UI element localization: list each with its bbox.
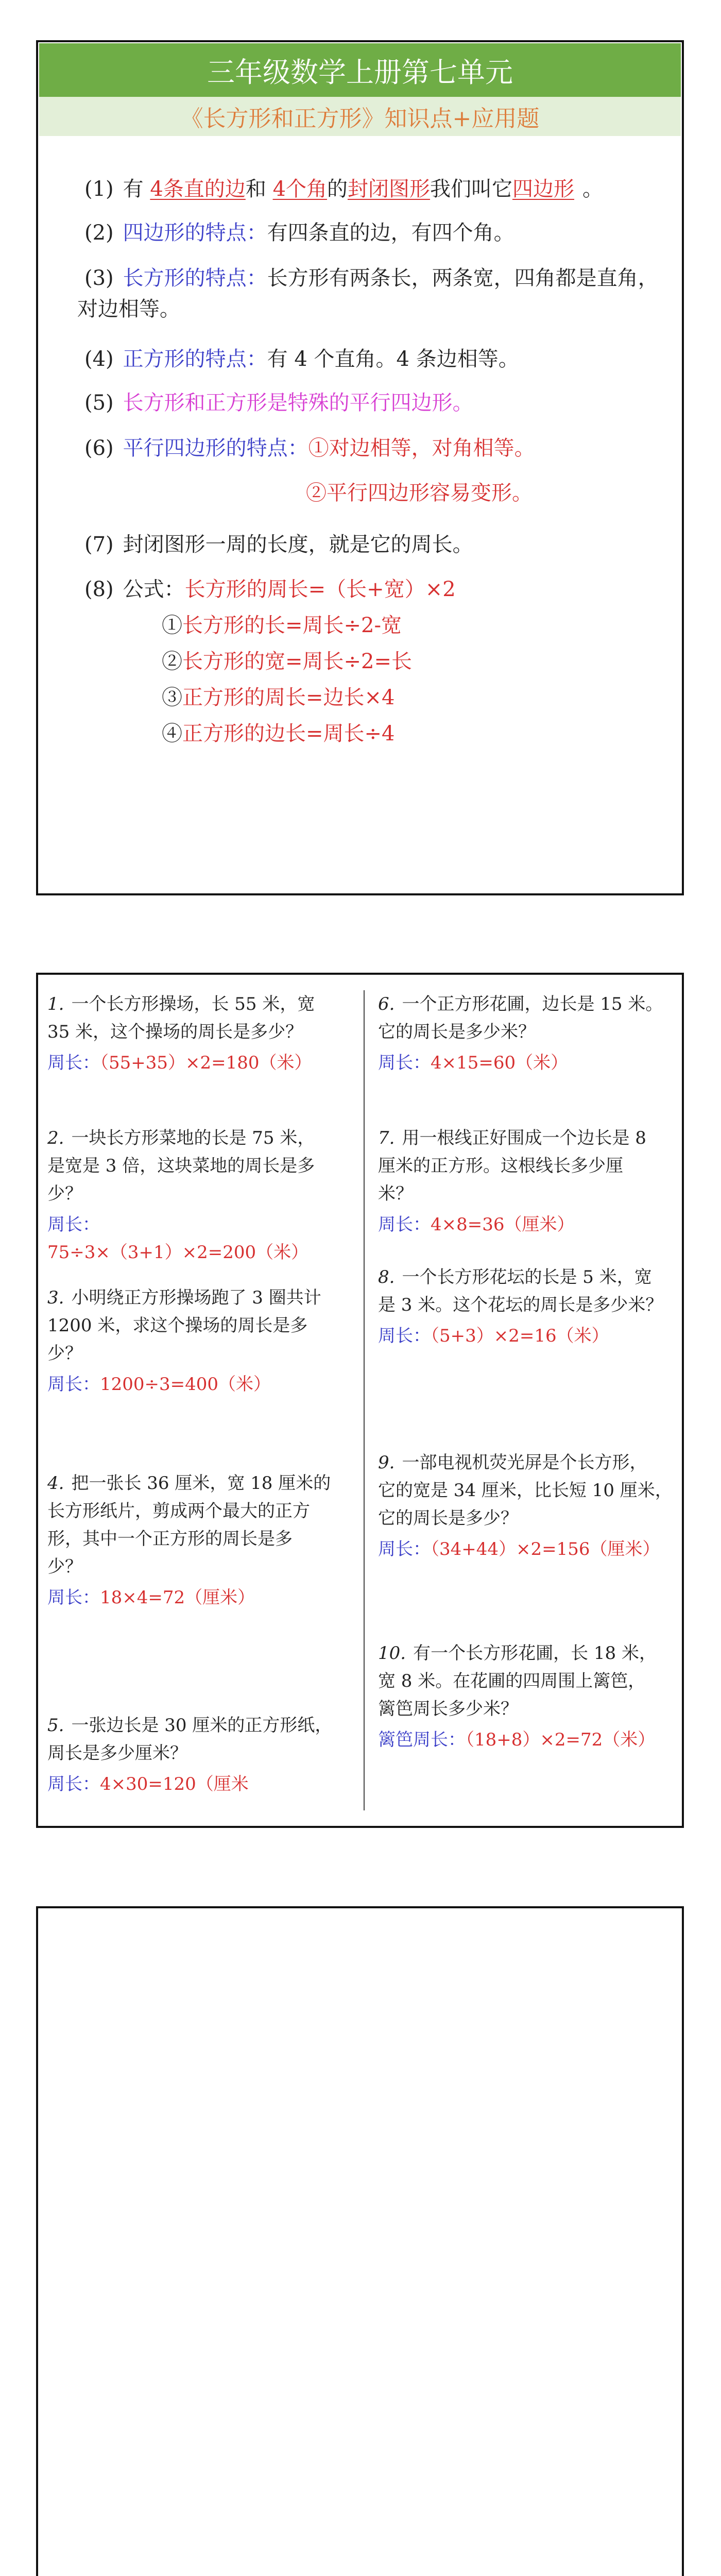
problem-item bbox=[47, 1124, 356, 1266]
problem-question-line bbox=[47, 1525, 356, 1553]
problem-number: 2. bbox=[47, 1128, 64, 1148]
formula-text: 长方形的长=周长÷2-宽 bbox=[182, 614, 402, 637]
problem-text: 把一张长 36 厘米，宽 18 厘米的 bbox=[71, 1473, 331, 1494]
page-title: 三年级数学上册第七单元 bbox=[39, 43, 681, 97]
problem-text: 少？ bbox=[47, 1556, 82, 1577]
problem-text: 篱笆周长多少米？ bbox=[378, 1699, 518, 1719]
problem-question-line bbox=[378, 1477, 687, 1504]
problem-text: 是 3 米。这个花坛的周长是多少米？ bbox=[378, 1295, 663, 1315]
kp-text: 对边相等。 bbox=[77, 297, 180, 321]
problem-text: 它的周长是多少米？ bbox=[378, 1022, 536, 1042]
kp-label: 长方形的特点： bbox=[123, 266, 267, 290]
problem-text: 宽 8 米。在花圃的四周围上篱笆， bbox=[378, 1671, 646, 1691]
problem-question-line bbox=[47, 1018, 356, 1046]
problem-question-line bbox=[47, 990, 356, 1018]
problems-panel bbox=[36, 973, 684, 1828]
formula-text: 长方形的宽=周长÷2=长 bbox=[182, 650, 412, 673]
formula-main: 长方形的周长=（长+宽）×2 bbox=[184, 578, 456, 601]
knowledge-point-6 bbox=[84, 433, 721, 464]
answer-value: 4×15=60（米） bbox=[431, 1053, 569, 1073]
answer-label: 周长： bbox=[378, 1326, 431, 1346]
answer-label: 周长： bbox=[378, 1214, 431, 1235]
kp-label: 平行四边形的特点： bbox=[123, 436, 308, 460]
problem-item bbox=[378, 1263, 687, 1350]
answer-label: 周长： bbox=[47, 1374, 100, 1395]
problem-question-line bbox=[378, 990, 687, 1018]
problem-question-line bbox=[47, 1469, 356, 1497]
problem-answer bbox=[47, 1049, 356, 1077]
problem-text: 它的宽是 34 厘米，比长短 10 厘米， bbox=[378, 1480, 673, 1501]
problem-item bbox=[378, 1449, 687, 1563]
problem-number: 1. bbox=[47, 994, 64, 1014]
kp-text: 我们叫它 bbox=[430, 177, 513, 201]
answer-label: 周长： bbox=[47, 1053, 100, 1073]
kp-text: 有 4 个直角。4 条边相等。 bbox=[267, 347, 519, 371]
kp-text: 有 bbox=[123, 177, 144, 201]
problem-question-line bbox=[47, 1711, 356, 1739]
problem-question-line bbox=[378, 1180, 687, 1208]
knowledge-point-4 bbox=[84, 344, 721, 375]
answer-value: （18+8）×2=72（米） bbox=[466, 1730, 656, 1750]
kp-label: 四边形的特点： bbox=[123, 221, 267, 245]
answer-value: 4×30=120（厘米 bbox=[100, 1774, 249, 1794]
problem-question-line bbox=[47, 1312, 356, 1340]
problem-number: 5. bbox=[47, 1715, 64, 1736]
problem-answer bbox=[378, 1322, 687, 1350]
problem-question-line bbox=[47, 1284, 356, 1312]
problem-answer bbox=[378, 1211, 687, 1239]
problem-item bbox=[378, 1124, 687, 1239]
problem-question-line bbox=[378, 1291, 687, 1319]
kp-label: 公式： bbox=[123, 578, 185, 601]
problem-text: 它的周长是多少？ bbox=[378, 1508, 518, 1529]
formula-4 bbox=[162, 718, 625, 749]
answer-value: 4×8=36（厘米） bbox=[431, 1214, 575, 1235]
problem-text: 35 米，这个操场的周长是多少？ bbox=[47, 1022, 303, 1042]
problem-question-line bbox=[47, 1152, 356, 1180]
knowledge-point-3-cont bbox=[77, 294, 716, 325]
problem-text: 米？ bbox=[378, 1183, 413, 1204]
problem-text: 形，其中一个正方形的周长是多 bbox=[47, 1529, 293, 1549]
problem-text: 一张边长是 30 厘米的正方形纸， bbox=[71, 1715, 333, 1736]
answer-value: 1200÷3=400（米） bbox=[100, 1374, 271, 1395]
kp-text: 长方形和正方形是特殊的平行四边形。 bbox=[123, 391, 473, 415]
problem-answer bbox=[47, 1211, 356, 1266]
kp-text: 封闭图形一周的长度，就是它的周长。 bbox=[123, 533, 473, 556]
kp-number: (5) bbox=[84, 391, 114, 415]
kp-number: (3) bbox=[84, 266, 114, 290]
kp-underlined-term: 4条直的边 bbox=[150, 177, 246, 201]
formula-3 bbox=[162, 682, 625, 713]
problem-number: 10. bbox=[378, 1643, 406, 1664]
problem-answer bbox=[47, 1770, 356, 1798]
answer-label: 周长： bbox=[47, 1774, 100, 1794]
knowledge-point-8 bbox=[84, 574, 721, 605]
kp-number: (4) bbox=[84, 347, 114, 371]
problem-text: 一个正方形花圃，边长是 15 米。 bbox=[402, 994, 663, 1014]
problem-question-line bbox=[47, 1180, 356, 1208]
answer-value: 18×4=72（厘米） bbox=[100, 1587, 255, 1608]
problem-answer bbox=[378, 1049, 687, 1077]
knowledge-point-3 bbox=[84, 263, 677, 294]
answer-label: 周长： bbox=[378, 1053, 431, 1073]
problem-text: 用一根线正好围成一个边长是 8 bbox=[402, 1128, 646, 1148]
problem-text: 1200 米，求这个操场的周长是多 bbox=[47, 1315, 308, 1336]
problem-question-line bbox=[47, 1124, 356, 1152]
problem-text: 一个长方形花坛的长是 5 米，宽 bbox=[402, 1267, 652, 1287]
knowledge-point-6-cont bbox=[306, 478, 666, 509]
knowledge-point-1 bbox=[84, 174, 721, 205]
kp-text: 有四条直的边，有四个角。 bbox=[267, 221, 514, 245]
problem-text: 厘米的正方形。这根线长多少厘 bbox=[378, 1156, 623, 1176]
problem-text: 周长是多少厘米？ bbox=[47, 1743, 187, 1764]
kp-text: 的 bbox=[327, 177, 348, 201]
answer-label: 篱笆周长： bbox=[378, 1730, 466, 1750]
kp-number: (1) bbox=[84, 177, 114, 201]
answer-value: （5+3）×2=16（米） bbox=[431, 1326, 609, 1346]
problem-text: 一个长方形操场，长 55 米，宽 bbox=[71, 994, 315, 1014]
problem-text: 一块长方形菜地的长是 75 米， bbox=[71, 1128, 315, 1148]
answer-value: （55+35）×2=180（米） bbox=[100, 1053, 312, 1073]
kp-number: (6) bbox=[84, 436, 114, 460]
problem-answer bbox=[47, 1584, 356, 1612]
answer-value: （34+44）×2=156（厘米） bbox=[431, 1539, 660, 1560]
problem-question-line bbox=[378, 1263, 687, 1291]
kp-text: 。 bbox=[582, 177, 604, 201]
kp-underlined-term: 4个角 bbox=[272, 177, 328, 201]
answer-label: 周长： bbox=[47, 1587, 100, 1608]
problem-item bbox=[47, 1711, 356, 1798]
problem-question-line bbox=[47, 1340, 356, 1367]
knowledge-panel bbox=[36, 40, 684, 895]
problem-text: 一部电视机荧光屏是个长方形， bbox=[402, 1452, 647, 1473]
kp-number: (8) bbox=[84, 578, 114, 601]
problem-answer bbox=[378, 1535, 687, 1563]
formula-mark: ④ bbox=[162, 722, 182, 745]
problem-text: 小明绕正方形操场跑了 3 圈共计 bbox=[71, 1287, 321, 1308]
knowledge-point-7 bbox=[84, 529, 721, 560]
page-subtitle: 《长方形和正方形》知识点+应用题 bbox=[39, 97, 681, 136]
kp-number: (2) bbox=[84, 221, 114, 245]
formula-1 bbox=[162, 610, 625, 641]
problem-number: 8. bbox=[378, 1267, 395, 1287]
problem-number: 9. bbox=[378, 1452, 395, 1473]
kp-number: (7) bbox=[84, 533, 114, 556]
problem-number: 7. bbox=[378, 1128, 395, 1148]
kp-text: 长方形有两条长，两条宽，四角都是直角， bbox=[267, 266, 659, 290]
formula-mark: ③ bbox=[162, 686, 182, 709]
problem-number: 6. bbox=[378, 994, 395, 1014]
problem-number: 4. bbox=[47, 1473, 64, 1494]
problem-question-line bbox=[378, 1449, 687, 1477]
kp-underlined-term: 四边形 bbox=[512, 177, 575, 201]
problem-question-line bbox=[47, 1553, 356, 1581]
answer-label: 周长： bbox=[378, 1539, 431, 1560]
kp-label: 正方形的特点： bbox=[123, 347, 267, 371]
formula-text: 正方形的周长=边长×4 bbox=[182, 686, 395, 709]
problem-question-line bbox=[378, 1639, 687, 1667]
problem-item bbox=[378, 1639, 687, 1754]
problem-text: 是宽是 3 倍，这块菜地的周长是多 bbox=[47, 1156, 315, 1176]
problem-text: 少？ bbox=[47, 1183, 82, 1204]
problem-item bbox=[378, 990, 687, 1077]
problem-question-line bbox=[378, 1152, 687, 1180]
kp-text: 和 bbox=[245, 177, 266, 201]
problem-item bbox=[47, 1469, 356, 1612]
problem-question-line bbox=[378, 1667, 687, 1695]
kp-text: ①对边相等，对角相等。 bbox=[308, 436, 535, 460]
problem-question-line bbox=[47, 1739, 356, 1767]
problem-answer bbox=[47, 1370, 356, 1398]
problem-text: 长方形纸片，剪成两个最大的正方 bbox=[47, 1501, 310, 1521]
problem-number: 3. bbox=[47, 1287, 64, 1308]
problem-question-line bbox=[378, 1504, 687, 1532]
problem-item bbox=[47, 990, 356, 1077]
kp-underlined-term: 封闭图形 bbox=[348, 177, 431, 201]
problem-text: 少？ bbox=[47, 1343, 82, 1364]
problem-answer bbox=[378, 1726, 687, 1754]
problem-text: 有一个长方形花圃，长 18 米， bbox=[413, 1643, 657, 1664]
column-divider bbox=[364, 990, 365, 1810]
formula-mark: ① bbox=[162, 614, 182, 637]
empty-panel bbox=[36, 1906, 684, 2576]
problem-question-line bbox=[47, 1497, 356, 1525]
problem-question-line bbox=[378, 1018, 687, 1046]
problem-item bbox=[47, 1284, 356, 1398]
answer-label: 周长： bbox=[47, 1214, 100, 1235]
kp-text: ②平行四边形容易变形。 bbox=[306, 481, 533, 505]
knowledge-point-2 bbox=[84, 217, 721, 248]
problem-question-line bbox=[378, 1124, 687, 1152]
knowledge-point-5 bbox=[84, 387, 721, 418]
formula-2 bbox=[162, 646, 625, 677]
formula-text: 正方形的边长=周长÷4 bbox=[182, 722, 395, 745]
problem-question-line bbox=[378, 1695, 687, 1723]
formula-mark: ② bbox=[162, 650, 182, 673]
answer-value: 75÷3×（3+1）×2=200（米） bbox=[47, 1242, 309, 1263]
